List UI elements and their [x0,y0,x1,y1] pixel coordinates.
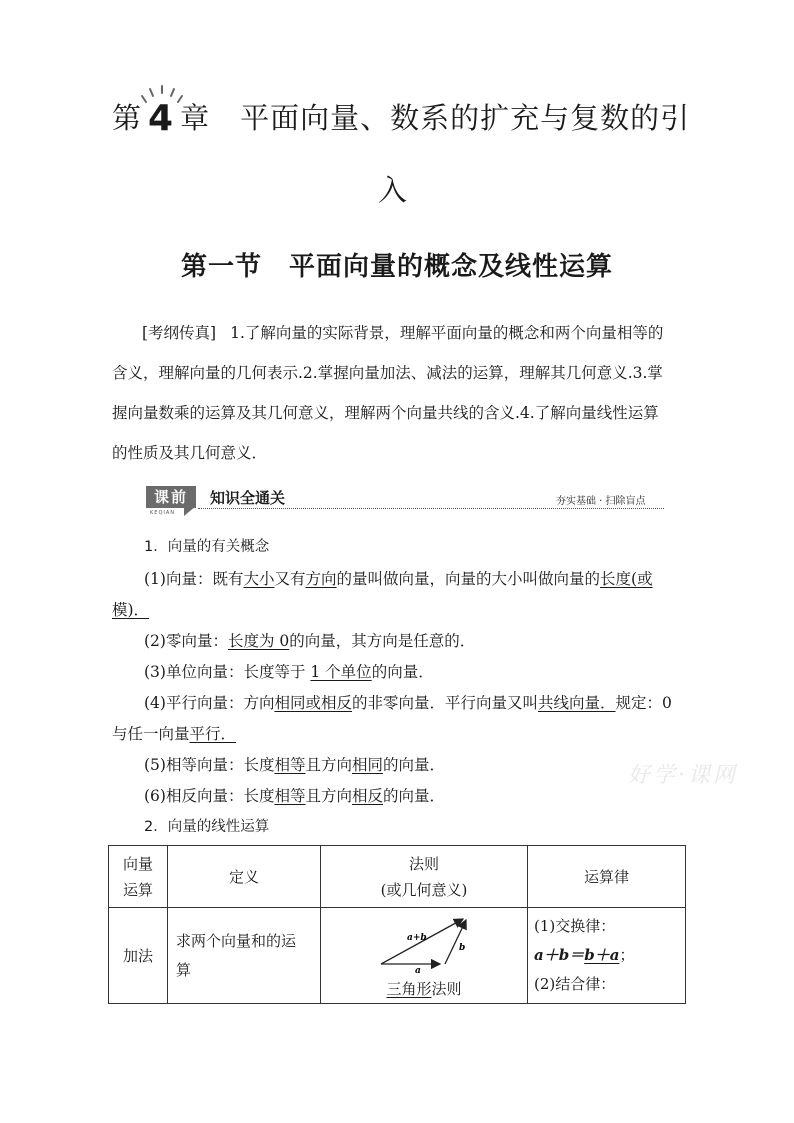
concept-item-4: (4)平行向量：方向相同或相反的非零向量．平行向量又叫共线向量．规定：0 [144,694,672,712]
syllabus-line3: 握向量数乘的运算及其几何意义，理解两个向量共线的含义.4.了解向量线性运算 [112,404,659,422]
tag-arrow-icon [184,506,198,518]
row-add-op: 加法 [109,908,168,1004]
concept-item-1: (1)向量：既有大小又有方向的量叫做向量，向量的大小叫做向量的长度(或 [144,570,653,588]
chapter-number: 4 [148,98,175,139]
syllabus-line4: 的性质及其几何意义． [112,444,268,462]
label-a-plus-b: a+b [407,933,427,943]
section-title: 第一节 平面向量的概念及线性运算 [180,252,613,282]
chapter-title-line2: 入 [378,173,408,207]
rule-caption: 三角形法则 [386,980,462,998]
header-definition: 定义 [168,846,321,908]
linear-ops-heading: 2．向量的线性运算 [144,819,270,835]
chapter-title-line1: 平面向量、数系的扩充与复数的引 [240,101,691,135]
syllabus-label: [考纲传真] [142,324,217,342]
table-row-addition [109,908,686,1004]
concept-item-6: (6)相反向量：长度相等且方向相反的向量． [144,787,446,805]
sunburst-icon [140,84,188,104]
banner-divider [198,508,664,509]
row-add-definition: 求两个向量和的运 算 [168,908,321,1004]
concept-item-3: (3)单位向量：长度等于 1 个单位的向量． [144,663,434,681]
banner-title: 知识全通关 [210,489,286,507]
watermark: 好学·课网 [628,763,738,788]
row-add-rule [321,908,528,1004]
keqian-tag: 课前 [146,486,196,508]
linear-ops-table [108,845,686,1004]
concepts-heading: 1．向量的有关概念 [144,539,270,555]
concept-item-5: (5)相等向量：长度相等且方向相同的向量． [144,756,446,774]
header-op: 向量 运算 [109,846,168,908]
chapter-suffix: 章 [180,101,211,135]
header-laws: 运算律 [528,846,686,908]
chapter-title [112,96,712,137]
concept-item-4-cont: 与任一向量平行． [112,725,237,743]
chapter-prefix: 第 [112,101,143,135]
keqian-tag-sub: KEQIAN [150,510,176,516]
chapter-number-badge [148,98,174,139]
banner-right-text: 夯实基础 · 扫除盲点 [556,496,646,507]
syllabus-line1: 1.了解向量的实际背景，理解平面向量的概念和两个向量相等的 [230,324,664,342]
concept-item-1-cont: 模)． [112,601,150,619]
concept-item-2: (2)零向量：长度为 0的向量，其方向是任意的． [144,632,476,650]
header-rule: 法则 (或几何意义) [321,846,528,908]
label-b: b [459,943,466,953]
syllabus-line2: 含义，理解向量的几何表示.2.掌握向量加法、减法的运算，理解其几何意义.3.掌 [112,364,663,382]
triangle-rule-figure [369,912,479,974]
table-header-row [109,846,686,908]
row-add-laws: (1)交换律： a＋b＝b＋a； (2)结合律： [528,908,686,1004]
label-a: a [415,966,421,974]
